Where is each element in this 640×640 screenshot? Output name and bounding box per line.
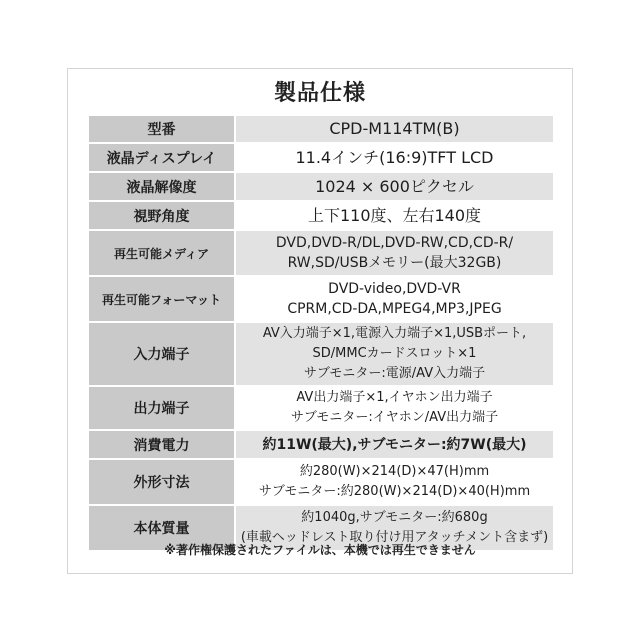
row-value bbox=[235, 386, 553, 430]
value-line: 約280(W)×214(D)×47(H)mm bbox=[299, 464, 490, 479]
row-value bbox=[235, 143, 553, 172]
value-line: 約1040g,サブモニター:約680g bbox=[301, 510, 488, 525]
row-value bbox=[235, 230, 553, 276]
value-line: DVD,DVD-R/DL,DVD-RW,CD,CD-R/ bbox=[275, 235, 514, 251]
row-value bbox=[235, 430, 553, 459]
row-label: 液晶解像度 bbox=[88, 172, 235, 201]
page-title: 製品仕様 bbox=[273, 81, 366, 106]
value-line: DVD-video,DVD-VR bbox=[328, 281, 461, 297]
table-row-input bbox=[88, 322, 553, 386]
table-row-power bbox=[88, 430, 553, 459]
copyright-note: ※著作権保護されたファイルは、本機では再生できません bbox=[164, 543, 476, 557]
table-row-media bbox=[88, 230, 553, 276]
value-line: AV出力端子×1,イヤホン出力端子 bbox=[296, 390, 493, 405]
spec-table bbox=[87, 114, 553, 552]
table-row-resolution bbox=[88, 172, 553, 201]
row-label: 再生可能メディア bbox=[88, 230, 235, 276]
value-line: サブモニター:イヤホン/AV出力端子 bbox=[290, 410, 499, 425]
value-line: サブモニター:約280(W)×214(D)×40(H)mm bbox=[258, 484, 531, 499]
table-row-model bbox=[88, 115, 553, 143]
row-label: 出力端子 bbox=[88, 386, 235, 430]
row-value bbox=[235, 201, 553, 230]
table-row-display bbox=[88, 143, 553, 172]
row-label: 入力端子 bbox=[88, 322, 235, 386]
row-label: 消費電力 bbox=[88, 430, 235, 459]
value-line: サブモニター:電源/AV入力端子 bbox=[303, 366, 486, 381]
value-line: 11.4インチ(16:9)TFT LCD bbox=[295, 147, 494, 167]
value-line: RW,SD/USBメモリー(最大32GB) bbox=[287, 255, 502, 271]
row-value bbox=[235, 322, 553, 386]
value-line: 約11W(最大),サブモニター:約7W(最大) bbox=[262, 436, 527, 453]
table-row-output bbox=[88, 386, 553, 430]
row-value bbox=[235, 172, 553, 201]
value-line: AV入力端子×1,電源入力端子×1,USBポート, bbox=[262, 326, 527, 341]
value-line: 上下110度、左右140度 bbox=[307, 205, 482, 225]
row-value bbox=[235, 276, 553, 322]
table-row-viewing-angle bbox=[88, 201, 553, 230]
value-line: SD/MMCカードスロット×1 bbox=[312, 346, 477, 361]
row-label: 型番 bbox=[88, 115, 235, 143]
row-label: 液晶ディスプレイ bbox=[88, 143, 235, 172]
row-label: 視野角度 bbox=[88, 201, 235, 230]
table-row-dimensions bbox=[88, 459, 553, 505]
value-line: 1024 × 600ピクセル bbox=[315, 176, 474, 196]
value-line: CPD-M114TM(B) bbox=[329, 119, 460, 138]
table-row-format bbox=[88, 276, 553, 322]
row-label: 再生可能フォーマット bbox=[88, 276, 235, 322]
row-value bbox=[235, 459, 553, 505]
value-line: (車載ヘッドレスト取り付け用アタッチメント含まず) bbox=[240, 530, 549, 545]
row-label: 本体質量 bbox=[88, 505, 235, 551]
row-label: 外形寸法 bbox=[88, 459, 235, 505]
value-line: CPRM,CD-DA,MPEG4,MP3,JPEG bbox=[287, 301, 502, 317]
row-value bbox=[235, 115, 553, 143]
